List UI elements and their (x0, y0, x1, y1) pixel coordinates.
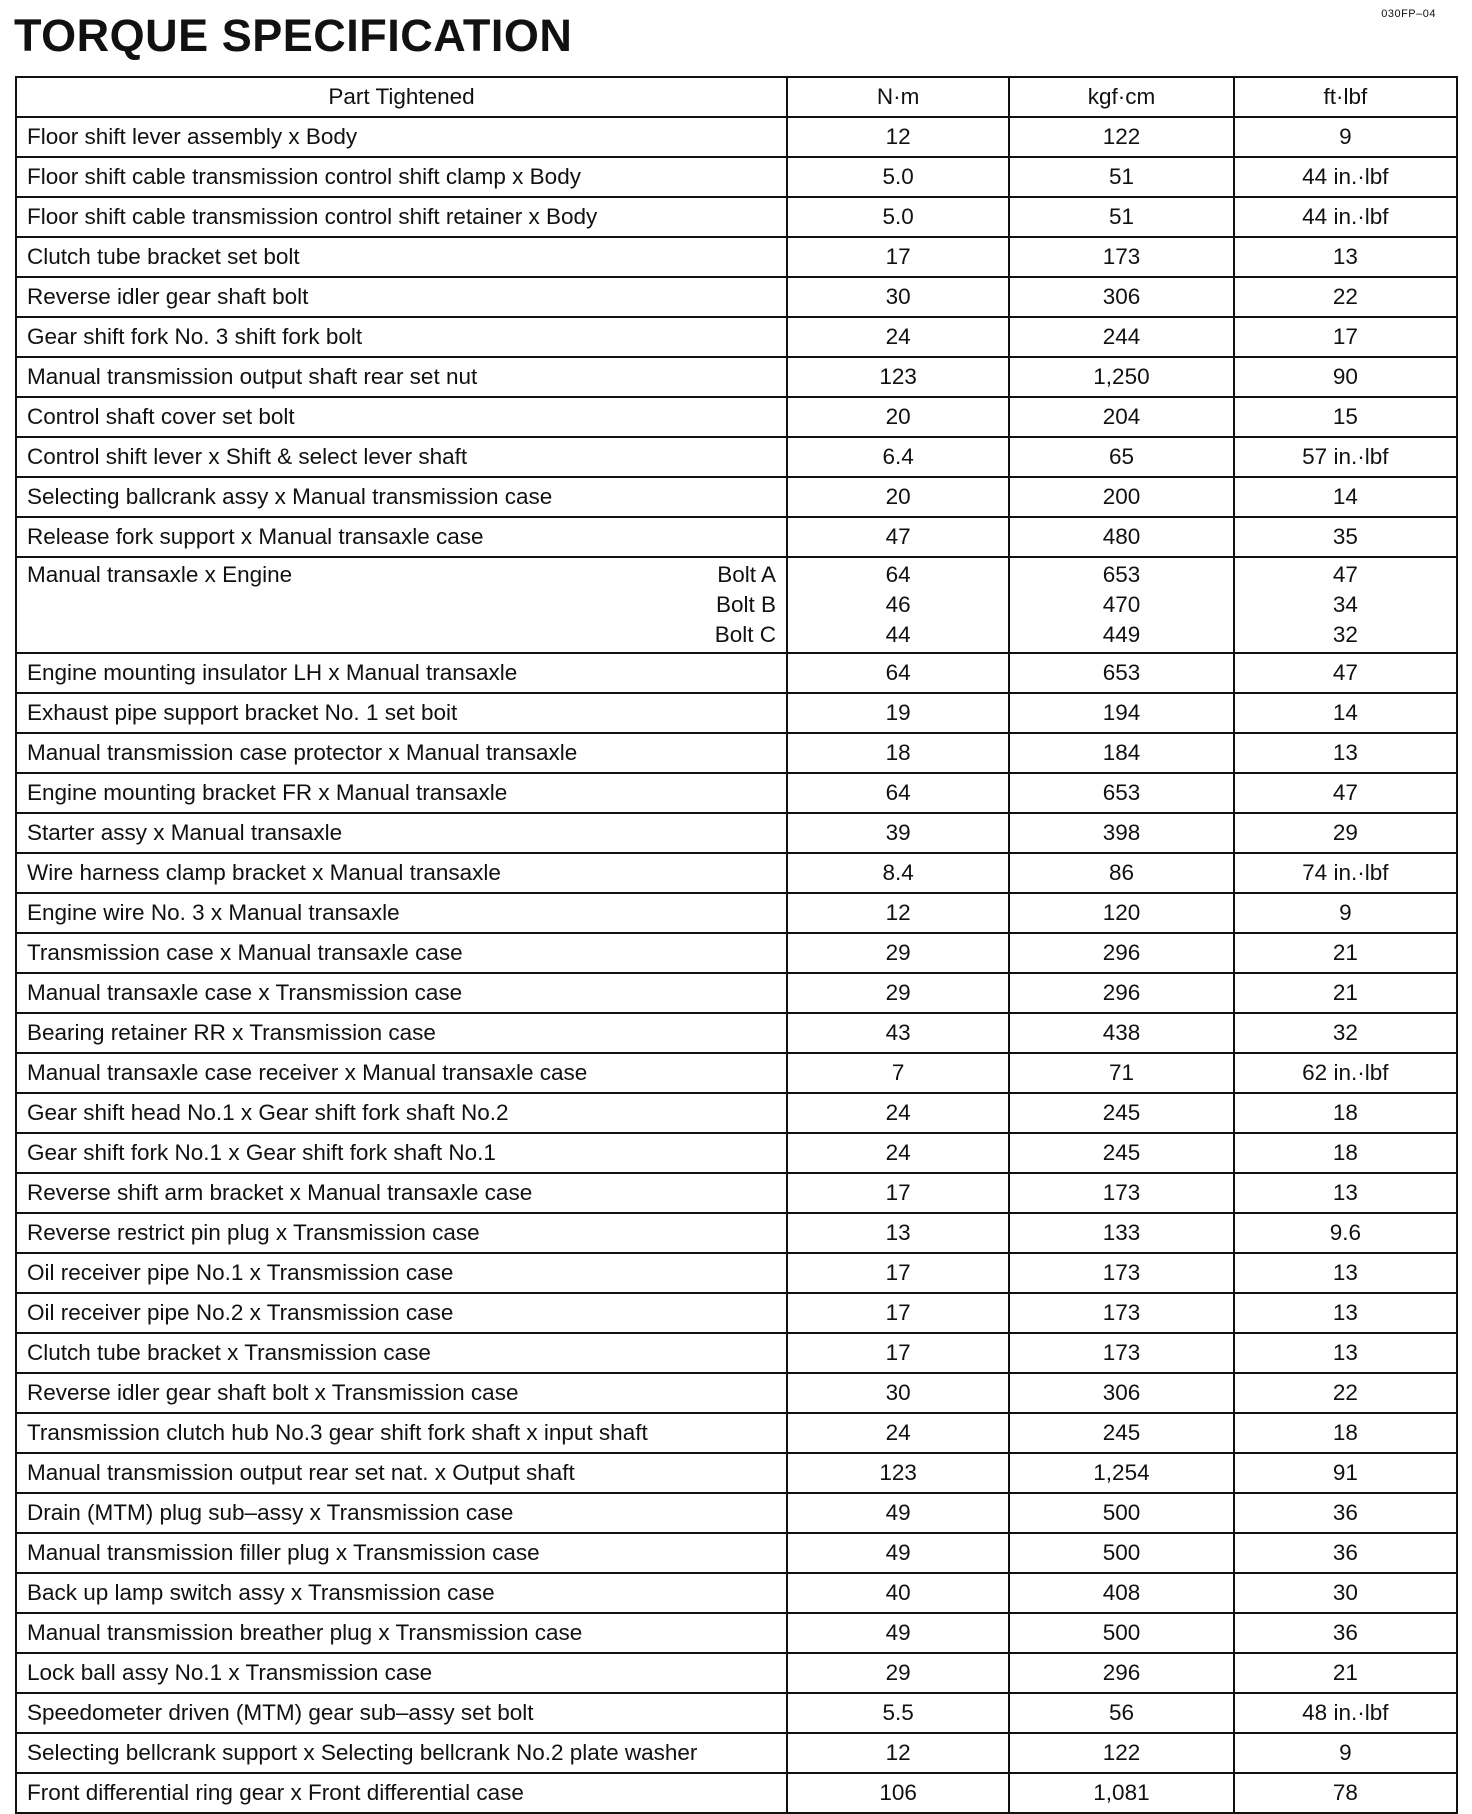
table-row (16, 773, 1457, 813)
nm-cell: 49 (787, 1493, 1009, 1533)
ftlbf-cell: 21 (1234, 973, 1457, 1013)
part-cell: Selecting ballcrank assy x Manual transmission case (16, 477, 787, 517)
nm-cell: 12 (787, 117, 1009, 157)
part-cell: Reverse restrict pin plug x Transmission case (16, 1213, 787, 1253)
ftlbf-cell: 47 (1234, 773, 1457, 813)
part-cell: Manual transmission breather plug x Transmission case (16, 1613, 787, 1653)
nm-cell: 5.0 (787, 157, 1009, 197)
column-header-kgfcm: kgf·cm (1009, 77, 1233, 117)
kgfcm-cell: 173 (1009, 1173, 1233, 1213)
bolt-value: 34 (1332, 592, 1358, 617)
bolt-value: 32 (1332, 622, 1358, 647)
part-cell: Gear shift head No.1 x Gear shift fork shaft No.2 (16, 1093, 787, 1133)
ftlbf-cell: 30 (1234, 1573, 1457, 1613)
part-cell: Release fork support x Manual transaxle case (16, 517, 787, 557)
ftlbf-cell: 35 (1234, 517, 1457, 557)
part-cell: Wire harness clamp bracket x Manual transaxle (16, 853, 787, 893)
bolt-value: 47 (1332, 562, 1358, 587)
ftlbf-cell: 17 (1234, 317, 1457, 357)
nm-cell: 64 (787, 653, 1009, 693)
part-cell: Speedometer driven (MTM) gear sub–assy set bolt (16, 1693, 787, 1733)
nm-cell: 17 (787, 1173, 1009, 1213)
nm-cell: 30 (787, 277, 1009, 317)
kgfcm-cell: 173 (1009, 1253, 1233, 1293)
kgfcm-cell: 173 (1009, 1293, 1233, 1333)
nm-cell: 49 (787, 1533, 1009, 1573)
table-row (16, 1533, 1457, 1573)
part-cell (16, 557, 787, 653)
ftlbf-cell: 47 (1234, 653, 1457, 693)
kgfcm-cell: 480 (1009, 517, 1233, 557)
nm-cell: 7 (787, 1053, 1009, 1093)
table-row (16, 1493, 1457, 1533)
nm-cell: 123 (787, 1453, 1009, 1493)
part-cell: Starter assy x Manual transaxle (16, 813, 787, 853)
kgfcm-cell: 653 (1009, 653, 1233, 693)
ftlbf-cell: 78 (1234, 1773, 1457, 1813)
table-row (16, 357, 1457, 397)
kgfcm-cell: 296 (1009, 973, 1233, 1013)
part-cell: Gear shift fork No.1 x Gear shift fork shaft No.1 (16, 1133, 787, 1173)
table-row (16, 1293, 1457, 1333)
ftlbf-cell: 13 (1234, 1253, 1457, 1293)
ftlbf-cell (1234, 557, 1457, 653)
kgfcm-cell: 296 (1009, 1653, 1233, 1693)
ftlbf-cell: 36 (1234, 1493, 1457, 1533)
table-row (16, 853, 1457, 893)
ftlbf-cell: 13 (1234, 1293, 1457, 1333)
nm-cell: 17 (787, 1333, 1009, 1373)
kgfcm-cell: 122 (1009, 1733, 1233, 1773)
kgfcm-cell: 51 (1009, 197, 1233, 237)
nm-cell: 12 (787, 1733, 1009, 1773)
table-row (16, 397, 1457, 437)
ftlbf-cell: 18 (1234, 1133, 1457, 1173)
nm-cell: 39 (787, 813, 1009, 853)
part-cell: Manual transmission output rear set nat. x Output shaft (16, 1453, 787, 1493)
part-cell: Engine mounting insulator LH x Manual transaxle (16, 653, 787, 693)
ftlbf-cell: 9 (1234, 117, 1457, 157)
nm-cell: 8.4 (787, 853, 1009, 893)
nm-cell: 20 (787, 477, 1009, 517)
part-cell: Floor shift cable transmission control shift clamp x Body (16, 157, 787, 197)
document-code: 030FP–04 (1381, 8, 1436, 20)
kgfcm-cell: 1,254 (1009, 1453, 1233, 1493)
table-row (16, 693, 1457, 733)
nm-cell: 20 (787, 397, 1009, 437)
part-cell: Manual transaxle case receiver x Manual transaxle case (16, 1053, 787, 1093)
ftlbf-cell: 44 in.·lbf (1234, 197, 1457, 237)
nm-cell: 5.0 (787, 197, 1009, 237)
table-row (16, 317, 1457, 357)
nm-cell: 6.4 (787, 437, 1009, 477)
ftlbf-cell: 74 in.·lbf (1234, 853, 1457, 893)
kgfcm-cell: 71 (1009, 1053, 1233, 1093)
nm-cell (787, 557, 1009, 653)
ftlbf-cell: 91 (1234, 1453, 1457, 1493)
nm-cell: 29 (787, 1653, 1009, 1693)
nm-cell: 29 (787, 933, 1009, 973)
ftlbf-cell: 32 (1234, 1013, 1457, 1053)
part-cell: Floor shift lever assembly x Body (16, 117, 787, 157)
bolt-label: Bolt C (714, 622, 777, 647)
kgfcm-cell: 56 (1009, 1693, 1233, 1733)
ftlbf-cell: 9.6 (1234, 1213, 1457, 1253)
nm-cell: 24 (787, 317, 1009, 357)
part-cell: Lock ball assy No.1 x Transmission case (16, 1653, 787, 1693)
bolt-label: Bolt B (716, 592, 777, 617)
ftlbf-cell: 21 (1234, 1653, 1457, 1693)
ftlbf-cell: 9 (1234, 1733, 1457, 1773)
table-header-row (16, 77, 1457, 117)
column-header-nm: N·m (787, 77, 1009, 117)
table-row (16, 277, 1457, 317)
table-row (16, 237, 1457, 277)
part-cell: Manual transmission case protector x Manual transaxle (16, 733, 787, 773)
table-row (16, 1253, 1457, 1293)
kgfcm-cell: 1,081 (1009, 1773, 1233, 1813)
table-row (16, 1213, 1457, 1253)
kgfcm-cell: 245 (1009, 1413, 1233, 1453)
ftlbf-cell: 18 (1234, 1093, 1457, 1133)
ftlbf-cell: 36 (1234, 1533, 1457, 1573)
nm-cell: 123 (787, 357, 1009, 397)
bolt-value: 470 (1102, 592, 1141, 617)
nm-cell: 43 (787, 1013, 1009, 1053)
kgfcm-cell: 296 (1009, 933, 1233, 973)
part-cell: Engine wire No. 3 x Manual transaxle (16, 893, 787, 933)
table-row (16, 437, 1457, 477)
ftlbf-cell: 29 (1234, 813, 1457, 853)
table-row (16, 1573, 1457, 1613)
kgfcm-cell: 306 (1009, 277, 1233, 317)
nm-cell: 106 (787, 1773, 1009, 1813)
table-row (16, 1053, 1457, 1093)
column-header-ftlbf: ft·lbf (1234, 77, 1457, 117)
ftlbf-cell: 36 (1234, 1613, 1457, 1653)
part-cell: Drain (MTM) plug sub–assy x Transmission case (16, 1493, 787, 1533)
nm-cell: 49 (787, 1613, 1009, 1653)
table-row (16, 973, 1457, 1013)
kgfcm-cell: 245 (1009, 1133, 1233, 1173)
bolt-label: Bolt A (717, 562, 777, 587)
table-row-multi-bolt (16, 557, 1457, 653)
table-row (16, 1413, 1457, 1453)
table-row (16, 653, 1457, 693)
part-cell: Transmission clutch hub No.3 gear shift fork shaft x input shaft (16, 1413, 787, 1453)
kgfcm-cell: 184 (1009, 733, 1233, 773)
bolt-value: 64 (885, 562, 911, 587)
part-cell: Reverse idler gear shaft bolt x Transmission case (16, 1373, 787, 1413)
table-row (16, 893, 1457, 933)
kgfcm-cell: 500 (1009, 1533, 1233, 1573)
nm-cell: 17 (787, 1253, 1009, 1293)
bolt-value: 449 (1102, 622, 1141, 647)
ftlbf-cell: 14 (1234, 693, 1457, 733)
ftlbf-cell: 90 (1234, 357, 1457, 397)
part-cell: Reverse idler gear shaft bolt (16, 277, 787, 317)
ftlbf-cell: 18 (1234, 1413, 1457, 1453)
ftlbf-cell: 44 in.·lbf (1234, 157, 1457, 197)
kgfcm-cell: 120 (1009, 893, 1233, 933)
kgfcm-cell: 244 (1009, 317, 1233, 357)
table-body (16, 117, 1457, 1813)
table-row (16, 933, 1457, 973)
part-cell: Manual transmission output shaft rear set nut (16, 357, 787, 397)
nm-cell: 24 (787, 1093, 1009, 1133)
nm-cell: 12 (787, 893, 1009, 933)
nm-cell: 19 (787, 693, 1009, 733)
bolt-value: 46 (885, 592, 911, 617)
part-cell: Gear shift fork No. 3 shift fork bolt (16, 317, 787, 357)
kgfcm-cell: 86 (1009, 853, 1233, 893)
part-cell: Exhaust pipe support bracket No. 1 set boit (16, 693, 787, 733)
kgfcm-cell: 653 (1009, 773, 1233, 813)
nm-cell: 18 (787, 733, 1009, 773)
ftlbf-cell: 57 in.·lbf (1234, 437, 1457, 477)
table-row (16, 1733, 1457, 1773)
ftlbf-cell: 14 (1234, 477, 1457, 517)
part-cell: Control shaft cover set bolt (16, 397, 787, 437)
table-row (16, 157, 1457, 197)
table-row (16, 733, 1457, 773)
ftlbf-cell: 21 (1234, 933, 1457, 973)
bolt-value: 44 (885, 622, 911, 647)
part-cell: Engine mounting bracket FR x Manual transaxle (16, 773, 787, 813)
table-row (16, 197, 1457, 237)
kgfcm-cell: 173 (1009, 237, 1233, 277)
torque-spec-table (15, 76, 1458, 1814)
table-row (16, 1333, 1457, 1373)
ftlbf-cell: 22 (1234, 277, 1457, 317)
bolt-value: 653 (1102, 562, 1141, 587)
table-row (16, 517, 1457, 557)
kgfcm-cell: 204 (1009, 397, 1233, 437)
nm-cell: 29 (787, 973, 1009, 1013)
table-row (16, 1773, 1457, 1813)
part-cell: Front differential ring gear x Front differential case (16, 1773, 787, 1813)
part-cell: Manual transmission filler plug x Transmission case (16, 1533, 787, 1573)
kgfcm-cell: 408 (1009, 1573, 1233, 1613)
nm-cell: 64 (787, 773, 1009, 813)
table-row (16, 1133, 1457, 1173)
nm-cell: 24 (787, 1413, 1009, 1453)
part-cell: Clutch tube bracket set bolt (16, 237, 787, 277)
table-row (16, 1693, 1457, 1733)
kgfcm-cell: 398 (1009, 813, 1233, 853)
table-row (16, 1613, 1457, 1653)
part-cell: Manual transaxle case x Transmission case (16, 973, 787, 1013)
kgfcm-cell: 438 (1009, 1013, 1233, 1053)
table-row (16, 477, 1457, 517)
kgfcm-cell: 245 (1009, 1093, 1233, 1133)
ftlbf-cell: 13 (1234, 237, 1457, 277)
table-row (16, 1093, 1457, 1133)
ftlbf-cell: 62 in.·lbf (1234, 1053, 1457, 1093)
ftlbf-cell: 15 (1234, 397, 1457, 437)
nm-cell: 24 (787, 1133, 1009, 1173)
kgfcm-cell: 194 (1009, 693, 1233, 733)
kgfcm-cell: 500 (1009, 1613, 1233, 1653)
kgfcm-cell: 122 (1009, 117, 1233, 157)
part-cell: Oil receiver pipe No.1 x Transmission case (16, 1253, 787, 1293)
ftlbf-cell: 13 (1234, 1173, 1457, 1213)
nm-cell: 30 (787, 1373, 1009, 1413)
page-title: TORQUE SPECIFICATION (14, 10, 573, 61)
kgfcm-cell (1009, 557, 1233, 653)
part-name: Manual transaxle x Engine (27, 562, 293, 587)
kgfcm-cell: 51 (1009, 157, 1233, 197)
part-cell: Reverse shift arm bracket x Manual transaxle case (16, 1173, 787, 1213)
kgfcm-cell: 65 (1009, 437, 1233, 477)
ftlbf-cell: 13 (1234, 1333, 1457, 1373)
table-row (16, 117, 1457, 157)
nm-cell: 5.5 (787, 1693, 1009, 1733)
nm-cell: 13 (787, 1213, 1009, 1253)
kgfcm-cell: 500 (1009, 1493, 1233, 1533)
table-row (16, 813, 1457, 853)
ftlbf-cell: 13 (1234, 733, 1457, 773)
table-row (16, 1173, 1457, 1213)
table-row (16, 1453, 1457, 1493)
nm-cell: 17 (787, 237, 1009, 277)
ftlbf-cell: 48 in.·lbf (1234, 1693, 1457, 1733)
ftlbf-cell: 9 (1234, 893, 1457, 933)
ftlbf-cell: 22 (1234, 1373, 1457, 1413)
part-cell: Oil receiver pipe No.2 x Transmission case (16, 1293, 787, 1333)
nm-cell: 17 (787, 1293, 1009, 1333)
table-row (16, 1653, 1457, 1693)
part-cell: Clutch tube bracket x Transmission case (16, 1333, 787, 1373)
nm-cell: 40 (787, 1573, 1009, 1613)
part-cell: Back up lamp switch assy x Transmission case (16, 1573, 787, 1613)
part-cell: Control shift lever x Shift & select lever shaft (16, 437, 787, 477)
table-row (16, 1013, 1457, 1053)
nm-cell: 47 (787, 517, 1009, 557)
kgfcm-cell: 306 (1009, 1373, 1233, 1413)
part-cell: Transmission case x Manual transaxle case (16, 933, 787, 973)
column-header-part: Part Tightened (16, 77, 787, 117)
part-cell: Bearing retainer RR x Transmission case (16, 1013, 787, 1053)
part-cell: Selecting bellcrank support x Selecting bellcrank No.2 plate washer (16, 1733, 787, 1773)
kgfcm-cell: 133 (1009, 1213, 1233, 1253)
table-row (16, 1373, 1457, 1413)
kgfcm-cell: 1,250 (1009, 357, 1233, 397)
kgfcm-cell: 173 (1009, 1333, 1233, 1373)
part-cell: Floor shift cable transmission control shift retainer x Body (16, 197, 787, 237)
kgfcm-cell: 200 (1009, 477, 1233, 517)
